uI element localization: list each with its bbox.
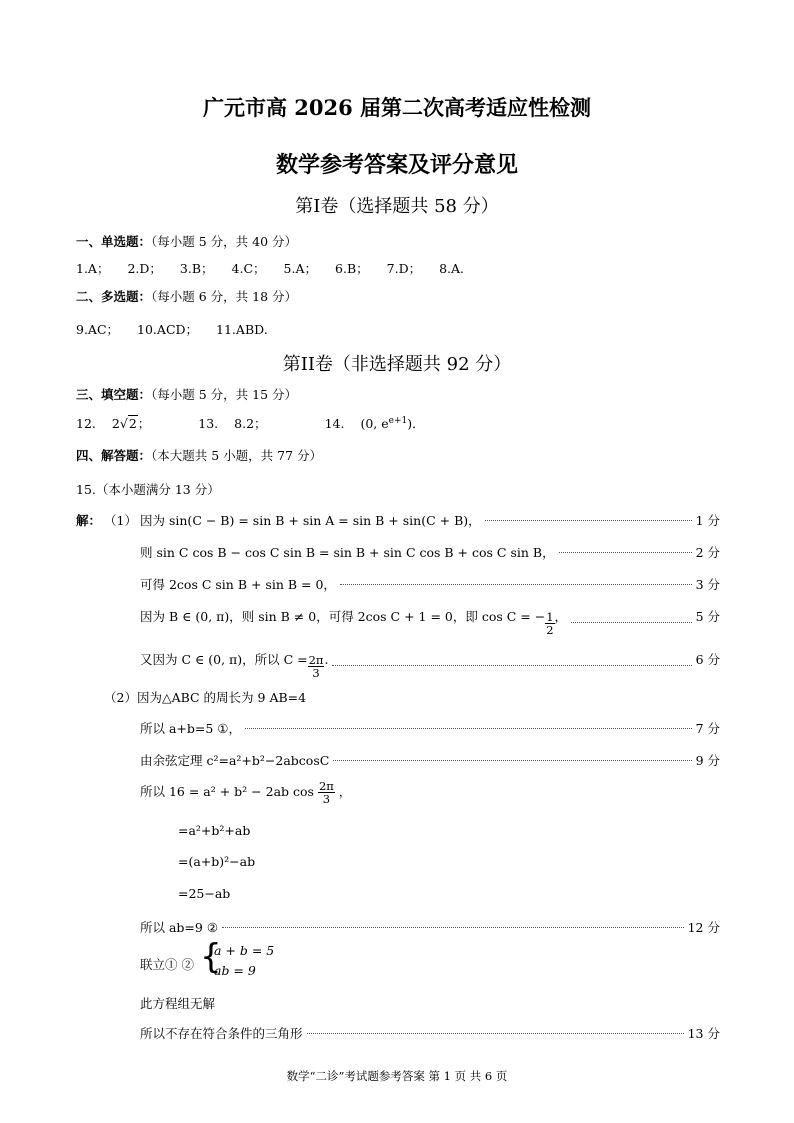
multi-choice-answers: 9.AC； 10.ACD； 11.ABD. [76, 322, 268, 337]
step-6: 所以 a+b=5 ①， 7 分 [140, 721, 720, 736]
step-9: =a²+b²+ab [178, 823, 251, 838]
step-10: =(a+b)²−ab [178, 854, 256, 869]
part2-heading: 第II卷（非选择题共 92 分） [282, 354, 512, 375]
equation-1: a + b = 5 [214, 943, 275, 958]
step-5: 又因为 C ∈ (0, π)，所以 C = $\frac{2\pi}{3}$ . 6 分 [140, 652, 720, 680]
step-8: 所以 16 = a² + b² − 2ab cos $\frac{2\pi}{3}$ ， [140, 779, 352, 806]
step-3: 可得 2cos C sin B + sin B = 0， 3 分 [140, 577, 720, 592]
step-13: 联立① ② [140, 957, 194, 972]
step-4: 因为 B ∈ (0, π)，则 sin B ≠ 0，可得 2cos C + 1 = 0，即 cos C = − $\frac{1}{2}$ ， 5 分 [140, 609, 720, 637]
multi-choice-heading: 二、多选题：（每小题 6 分，共 18 分） [76, 289, 298, 304]
part1-heading: 第I卷（选择题共 58 分） [295, 196, 499, 217]
solve-heading: 四、解答题：（本大题共 5 小题，共 77 分） [76, 448, 323, 463]
equation-2: ab = 9 [214, 963, 256, 978]
single-choice-heading: 一、单选题：（每小题 5 分，共 40 分） [76, 234, 298, 249]
step-12: 所以 ab=9 ② 12 分 [140, 920, 720, 935]
answer-title: 数学参考答案及评分意见 [275, 152, 518, 178]
step-15: 所以不存在符合条件的三角形 13 分 [140, 1026, 720, 1041]
step-1: 因为 sin(C − B) = sin B + sin A = sin B + sin(C + B)， 1 分 [140, 513, 720, 528]
single-choice-answers: 1.A； 2.D； 3.B； 4.C； 5.A； 6.B； 7.D； 8.A. [76, 261, 465, 276]
system-brace: { [200, 937, 222, 977]
step-2: 则 sin C cos B − cos C sin B = sin B + sin C cos B + cos C sin B， 2 分 [140, 545, 720, 560]
q15-heading: 15.（本小题满分 13 分） [76, 482, 220, 497]
step-14: 此方程组无解 [140, 996, 216, 1011]
exam-title: 广元市高 2026 届第二次高考适应性检测 [202, 95, 592, 120]
part2-label: （2）因为△ABC 的周长为 9 AB=4 [104, 690, 307, 705]
fill-heading: 三、填空题：（每小题 5 分，共 15 分） [76, 387, 298, 402]
fill-answers: 12. 2√2； 13. 8.2； 14. (0, $e^{e+1}$)． [76, 415, 425, 431]
step-7: 由余弦定理 c²=a²+b²−2abcosC 9 分 [140, 753, 720, 768]
step-11: =25−ab [178, 886, 231, 901]
solution-label: 解： [76, 513, 102, 528]
part1-label: （1） [104, 513, 137, 528]
page-footer: 数学“二诊”考试题参考答案 第 1 页 共 6 页 [286, 1069, 508, 1083]
